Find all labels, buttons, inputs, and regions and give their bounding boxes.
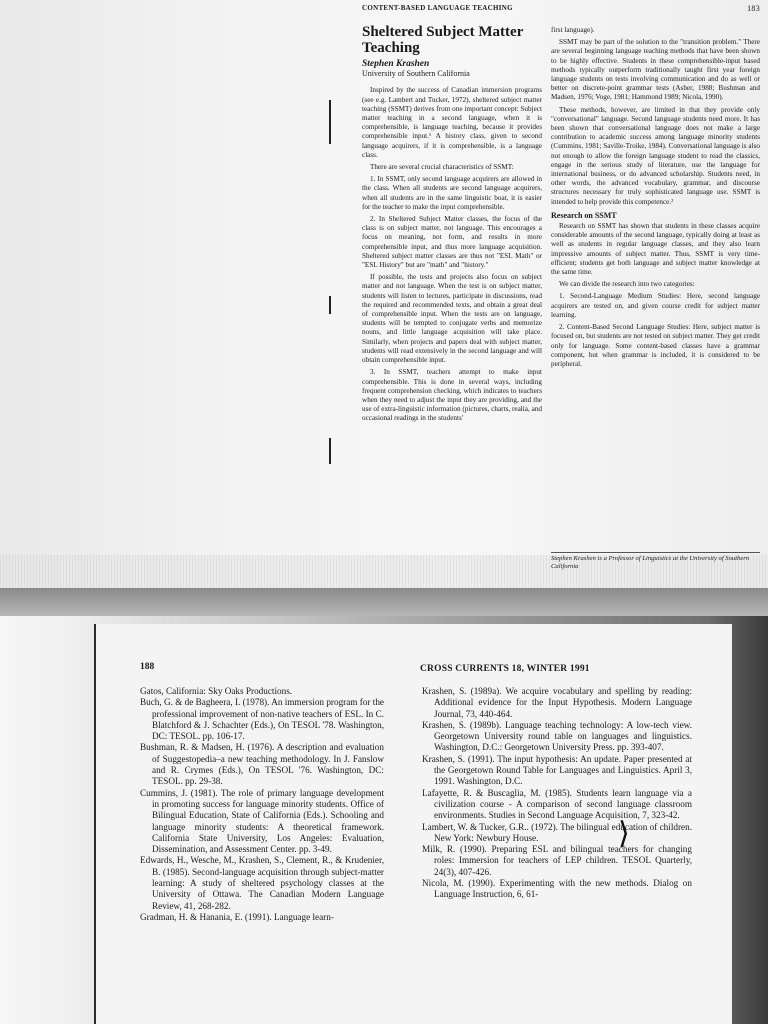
paragraph: first language). bbox=[551, 26, 595, 34]
running-head bbox=[362, 4, 760, 16]
reference-entry: Buch, G. & de Bagheera, I. (1978). An immersion program for the professional improvement of non-native teachers of ESL. In C. Blatchford & J. Schachter (Eds.), On TESOL '78. Washington, DC: TESOL. pp. 106-17. bbox=[140, 697, 384, 742]
left-column bbox=[362, 24, 542, 427]
paragraph: There are several crucial characteristics of SSMT: bbox=[370, 163, 514, 172]
paragraph: Inspired by the success of Canadian immersion programs (see e.g. Lambert and Tucker, 1972), sheltered subject matter teaching (SSMT) derives from one important concept: Subject matter teaching in a second language, when it is comprehensible, is language teaching, because it provides comprehensible input.¹ A history class, given to second language acquirers, if it is comprehensible, is a language class. bbox=[362, 86, 542, 159]
page-number: 183 bbox=[747, 4, 760, 13]
paragraph: 1. Second-Language Medium Studies: Here, second language acquirers are tested on, and given course credit for subject matter learning. bbox=[551, 292, 760, 319]
paragraph: 2. Content-Based Second Language Studies: Here, subject matter is focused on, but students are not tested on subject matter. They get credit only for language. Some content-based classes have a grammar component, but when grammar is included, it is considered to be peripheral. bbox=[551, 323, 760, 368]
reference-entry: Krashen, S. (1989b). Language teaching technology: A low-tech view. Georgetown University round table on languages and linguistics. Washington, D.C.: Georgetown University Press. pp. 393-407. bbox=[422, 719, 692, 753]
author-name: Stephen Krashen bbox=[362, 59, 430, 69]
reference-entry: Edwards, H., Wesche, M., Krashen, S., Clement, R., & Krudenier, B. (1985). Second-language acquisition through subject-matter learning: A study of sheltered psychology classes at the University of Ottawa. The Canadian Modern Language Review, 41, 268-282. bbox=[140, 855, 384, 911]
page-number: 188 bbox=[140, 662, 155, 672]
section-heading: Research on SSMT bbox=[551, 210, 617, 220]
author-bio-note: Stephen Krashen is a Professor of Linguistics at the University of Southern California bbox=[551, 552, 760, 571]
references-right-column bbox=[422, 686, 692, 901]
margin-mark bbox=[329, 296, 331, 314]
paragraph: These methods, however, are limited in that they provide only "conversational" language. Second language students need more. It has been shown that conversational language does not make a large contribution to academic success among language minority students (Cummins, 1981; Saville-Troike, 1984). Conversational language is also not enough to allow the foreign language student to read the classics, engage in the serious study of literature, use the language for international business, or do advanced scholarship. Students need, in other words, the advanced vocabulary, grammar, and discourse structures necessary for truly sophisticated language use. SSMT is intended to help provide this competence.² bbox=[551, 105, 760, 206]
reference-entry: Gatos, California: Sky Oaks Productions. bbox=[140, 686, 293, 696]
reference-entry: Krashen, S. (1991). The input hypothesis: An update. Paper presented at the Georgetown Round Table for Languages and Linguistics. April 3, 1991. Washington, D.C. bbox=[422, 753, 692, 787]
paragraph: Research on SSMT has shown that students in these classes acquire considerable amounts of the second language, typically doing at least as well as students in regular language classes, and they also learn impressive amounts of subject matter. Thus, SSMT is very time-efficient; students get both language and subject matter knowledge at the same time. bbox=[551, 222, 760, 277]
article-page bbox=[362, 4, 760, 574]
running-head-text: CONTENT-BASED LANGUAGE TEACHING bbox=[362, 4, 513, 12]
reference-entry: Lambert, W. & Tucker, G.R.. (1972). The bilingual education of children. New York: Newbury House. bbox=[422, 821, 692, 843]
reference-entry: Gradman, H. & Hanania, E. (1991). Language learn- bbox=[140, 911, 334, 922]
reference-entry: Bushman, R. & Madsen, H. (1976). A description and evaluation of Suggestopedia–a new teaching methodology. In J. Fanslow and R. Crymes (Eds.), On TESOL '76. Washington, DC: TESOL. pp. 29-38. bbox=[140, 742, 384, 787]
references-left-column bbox=[140, 686, 384, 923]
journal-running-head: CROSS CURRENTS 18, WINTER 1991 bbox=[420, 664, 590, 674]
author-affiliation: University of Southern California bbox=[362, 69, 470, 79]
margin-mark bbox=[329, 100, 331, 144]
reference-entry: Cummins, J. (1981). The role of primary language development in promoting success for language minority students. Office of Bilingual Education, State of California (Eds.). Schooling and language minority students: A theoretical framework. California State University, Los Angeles: Evaluation, Dissemination, and Assessment Center. pp. 3-49. bbox=[140, 787, 384, 855]
article-title: Sheltered Subject Matter Teaching bbox=[362, 24, 524, 56]
reference-entry: Milk, R. (1990). Preparing ESL and bilingual teachers for changing roles: Immersion for teachers of LEP children. TESOL Quarterly, 24(3), 407-426. bbox=[422, 844, 692, 877]
paragraph: 2. In Sheltered Subject Matter classes, the focus of the class is on subject matter, not language. This encourages a focus on meaning, not form, and results in more comprehensible input, and thus more language acquisition. Sheltered subject matter classes are thus not "ESL Math" or "ESL History" but are "math" and "history." bbox=[362, 215, 542, 270]
paragraph: 1. In SSMT, only second language acquirers are allowed in the class. When all students are second language acquirers, when all students are in the same linguistic boat, it is easier for the teacher to make the input comprehensible. bbox=[362, 175, 542, 211]
paragraph: We can divide the research into two categories: bbox=[559, 280, 695, 289]
reference-entry: Lafayette, R. & Buscaglia, M. (1985). Students learn language via a civilization course - A comparison of second language classroom environments. Studies in Second Language Acquisition, 7, 323-42. bbox=[422, 787, 692, 821]
bottom-scanned-page bbox=[0, 588, 768, 1024]
paragraph: SSMT may be part of the solution to the "transition problem." There are several beginning language teaching methods that have been shown to be highly effective. Students in these comprehensible-input based methods typically outperform traditionally taught first year foreign language students on tests involving communication and do as well or better on discrete-point grammar tests (Asher, 1988; Bushman and Madsen, 1976; Voge, 1981; Hammond 1989; Nicola, 1990). bbox=[551, 38, 760, 102]
paragraph: 3. In SSMT, teachers attempt to make input comprehensible. This is done in several ways, including frequent comprehension checking, which indicates to teachers when they need to adjust the input they are providing, and the use of extra-linguistic information (pictures, charts, realia, and occasional readings in the students' bbox=[362, 368, 542, 423]
reference-entry: Krashen, S. (1989a). We acquire vocabulary and spelling by reading: Additional evidence for the Input Hypothesis. Modern Language Journal, 73, 440-464. bbox=[422, 686, 692, 719]
right-column bbox=[551, 26, 760, 372]
scan-shadow bbox=[0, 588, 768, 616]
reference-entry: Nicola, M. (1990). Experimenting with the new methods. Dialog on Language Instruction, 6, 61- bbox=[422, 878, 692, 900]
margin-mark bbox=[329, 438, 331, 464]
paragraph: If possible, the tests and projects also focus on subject matter and not language. When the test is on subject matter, students will listen to lectures, participate in discussions, read the required and recommended texts, and obtain a great deal of comprehensible input. When the tests are on language, students will be tempted to conjugate verbs and memorize nouns, and little language acquisition will take place. Similarly, when projects and papers deal with subject matter, students will read extensively in the second language and will obtain comprehensible input. bbox=[362, 273, 542, 365]
margin-bracket-mark: ⟩ bbox=[618, 816, 630, 851]
reference-page bbox=[96, 624, 732, 1024]
